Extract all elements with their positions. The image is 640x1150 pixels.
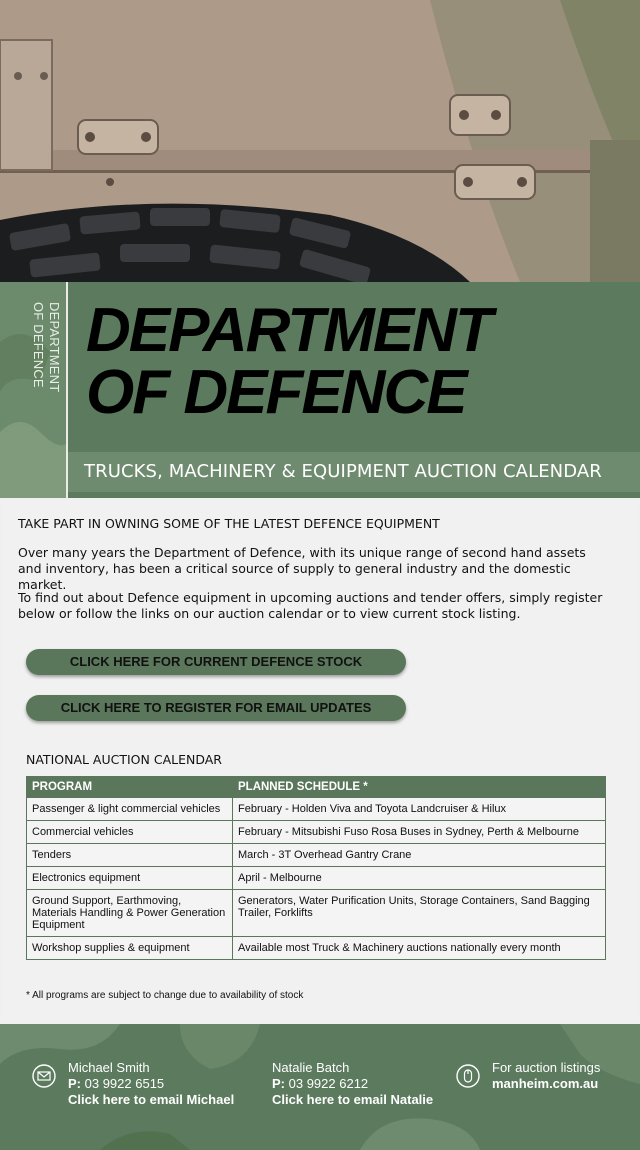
table-row[interactable] bbox=[27, 798, 606, 821]
auction-calendar-table bbox=[26, 776, 606, 960]
contact-michael bbox=[68, 1060, 234, 1108]
email-natalie-link[interactable]: Click here to email Natalie bbox=[272, 1092, 434, 1107]
phone-label: P: bbox=[68, 1076, 81, 1091]
subtitle-bar bbox=[68, 452, 640, 492]
register-email-button[interactable]: CLICK HERE TO REGISTER FOR EMAIL UPDATES bbox=[26, 695, 406, 721]
schedule-cell: February - Holden Viva and Toyota Landcruiser & Hilux bbox=[233, 798, 606, 821]
schedule-cell: Generators, Water Purification Units, Storage Containers, Sand Bagging Trailer, Forklifts bbox=[233, 890, 606, 937]
email-michael-link[interactable]: Click here to email Michael bbox=[68, 1092, 235, 1107]
email-icon[interactable] bbox=[32, 1064, 56, 1088]
table-header-row bbox=[27, 777, 606, 798]
program-cell: Commercial vehicles bbox=[27, 821, 233, 844]
page-title-line1: DEPARTMENT bbox=[86, 296, 491, 365]
side-label bbox=[14, 302, 62, 482]
calendar-footnote: * All programs are subject to change due to availability of stock bbox=[26, 990, 304, 1001]
intro-paragraph-1: Over many years the Department of Defence, with its unique range of second hand assets and inventory, has been a critical source of supply to general industry and the domestic market. bbox=[18, 545, 586, 592]
page-title-line2: OF DEFENCE bbox=[86, 358, 466, 427]
side-label-line1: DEPARTMENT bbox=[47, 302, 62, 393]
manheim-link[interactable]: manheim.com.au bbox=[492, 1076, 599, 1091]
contact-name: Michael Smith bbox=[68, 1060, 150, 1075]
content-card bbox=[2, 500, 638, 1020]
table-row[interactable] bbox=[27, 890, 606, 937]
contact-footer bbox=[0, 1024, 640, 1150]
page-title bbox=[86, 296, 491, 427]
phone-number[interactable]: 03 9922 6212 bbox=[288, 1076, 369, 1091]
side-label-line2: OF DEFENCE bbox=[31, 302, 46, 388]
table-row[interactable] bbox=[27, 937, 606, 960]
column-schedule: PLANNED SCHEDULE * bbox=[233, 777, 606, 798]
contact-phone bbox=[272, 1076, 433, 1092]
hero-illustration bbox=[0, 0, 640, 282]
schedule-cell: April - Melbourne bbox=[233, 867, 606, 890]
title-banner bbox=[0, 282, 640, 498]
intro-paragraph-2: To find out about Defence equipment in upcoming auctions and tender offers, simply register below or follow the links on our auction calendar or to view current stock listing. bbox=[18, 590, 603, 621]
schedule-cell: February - Mitsubishi Fuso Rosa Buses in Sydney, Perth & Melbourne bbox=[233, 821, 606, 844]
intro-heading: TAKE PART IN OWNING SOME OF THE LATEST DEFENCE EQUIPMENT bbox=[18, 516, 440, 531]
contact-phone bbox=[68, 1076, 234, 1092]
calendar-heading: NATIONAL AUCTION CALENDAR bbox=[26, 752, 222, 767]
program-cell: Tenders bbox=[27, 844, 233, 867]
auction-listings bbox=[492, 1060, 600, 1092]
program-cell: Passenger & light commercial vehicles bbox=[27, 798, 233, 821]
contact-natalie bbox=[272, 1060, 433, 1108]
column-program: PROGRAM bbox=[27, 777, 233, 798]
program-cell: Workshop supplies & equipment bbox=[27, 937, 233, 960]
table-row[interactable] bbox=[27, 867, 606, 890]
contact-name: Natalie Batch bbox=[272, 1060, 350, 1075]
mouse-icon[interactable] bbox=[456, 1064, 480, 1088]
phone-number[interactable]: 03 9922 6515 bbox=[84, 1076, 165, 1091]
current-stock-button[interactable]: CLICK HERE FOR CURRENT DEFENCE STOCK bbox=[26, 649, 406, 675]
listings-label: For auction listings bbox=[492, 1060, 601, 1075]
phone-label: P: bbox=[272, 1076, 285, 1091]
hero-image bbox=[0, 0, 640, 282]
table-row[interactable] bbox=[27, 821, 606, 844]
program-cell: Ground Support, Earthmoving, Materials Handling & Power Generation Equipment bbox=[27, 890, 233, 937]
schedule-cell: Available most Truck & Machinery auctions nationally every month bbox=[233, 937, 606, 960]
subtitle: TRUCKS, MACHINERY & EQUIPMENT AUCTION CALENDAR bbox=[84, 461, 602, 482]
program-cell: Electronics equipment bbox=[27, 867, 233, 890]
table-row[interactable] bbox=[27, 844, 606, 867]
schedule-cell: March - 3T Overhead Gantry Crane bbox=[233, 844, 606, 867]
